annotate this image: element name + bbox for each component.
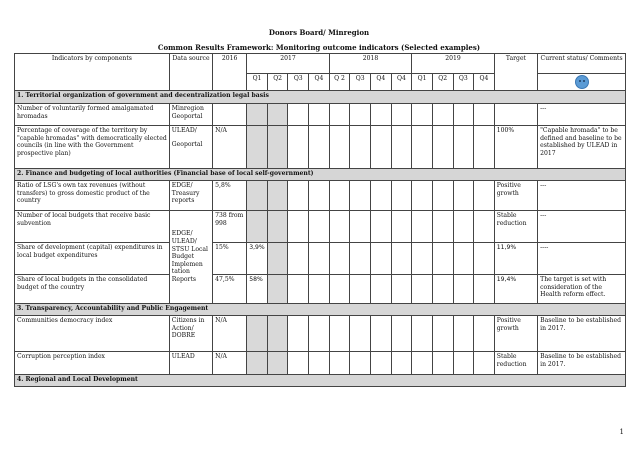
target-cell: Stable reduction bbox=[494, 211, 537, 243]
table-row bbox=[15, 126, 626, 169]
shared-source-cell: EDGE/ ULEAD/ STSU Local Budget Implemen tation Reports bbox=[169, 211, 212, 304]
source-cell: EDGE/ Treasury reports bbox=[169, 181, 212, 211]
source-line-2: Geoportal bbox=[171, 140, 203, 148]
indicator-cell: Percentage of coverage of the territory by "capable hromadas" with democratically elected councils (in line with the Government prospective plan) bbox=[15, 126, 170, 169]
target-cell: Stable reduction bbox=[494, 352, 537, 375]
target-cell: 100% bbox=[494, 126, 537, 169]
quarter-2018-2: Q3 bbox=[350, 74, 371, 91]
col-2018: 2018 bbox=[329, 54, 412, 74]
section-row-3 bbox=[15, 304, 626, 316]
section-row-1 bbox=[15, 91, 626, 104]
quarter-2019-1: Q1 bbox=[412, 74, 433, 91]
status-cell: --- bbox=[538, 104, 626, 126]
status-icon-cell bbox=[538, 74, 626, 91]
status-cell: Baseline to be established in 2017. bbox=[538, 316, 626, 352]
status-cell: ---- bbox=[538, 243, 626, 275]
section-title-2: 2. Finance and budgeting of local authorities (Financial base of local self-government) bbox=[15, 169, 626, 181]
col-2019: 2019 bbox=[412, 54, 495, 74]
indicator-cell: Communities democracy index bbox=[15, 316, 170, 352]
section-title-1: 1. Territorial organization of government and decentralization legal basis bbox=[15, 91, 626, 104]
source-cell: ULEAD bbox=[169, 352, 212, 375]
value-2016-cell: 47,5% bbox=[213, 275, 247, 304]
value-2016-cell: 15% bbox=[213, 243, 247, 275]
header-row bbox=[15, 54, 626, 74]
table-row bbox=[15, 243, 626, 275]
source-cell: Minregion Geoportal bbox=[169, 104, 212, 126]
quarter-2019-4: Q4 bbox=[474, 74, 495, 91]
section-row-4 bbox=[15, 375, 626, 387]
target-cell: Positive growth bbox=[494, 316, 537, 352]
q1-2017-cell: 3,9% bbox=[247, 243, 268, 275]
quarter-2017-3: Q3 bbox=[288, 74, 309, 91]
col-2016: 2016 bbox=[213, 54, 247, 91]
value-2016-cell: N/A bbox=[213, 316, 247, 352]
indicator-cell: Number of voluntarily formed amalgamated hromadas bbox=[15, 104, 170, 126]
target-cell bbox=[494, 104, 537, 126]
status-cell: The target is set with consideration of the Health reform effect. bbox=[538, 275, 626, 304]
indicator-cell: Ratio of LSG's own tax revenues (without transfers) to gross domestic product of the country bbox=[15, 181, 170, 211]
target-cell: Positive growth bbox=[494, 181, 537, 211]
table-row bbox=[15, 104, 626, 126]
indicator-cell: Share of local budgets in the consolidated budget of the country bbox=[15, 275, 170, 304]
col-status: Current status/ Comments bbox=[538, 54, 626, 74]
status-cell: Baseline to be established in 2017. bbox=[538, 352, 626, 375]
target-cell: 19,4% bbox=[494, 275, 537, 304]
page-number: 1 bbox=[619, 428, 624, 436]
section-title-3: 3. Transparency, Accountability and Public Engagement bbox=[15, 304, 626, 316]
quarter-2018-1: Q 2 bbox=[329, 74, 350, 91]
results-framework-table bbox=[14, 53, 626, 387]
section-title-4: 4. Regional and Local Development bbox=[15, 375, 626, 387]
quarter-2018-4: Q4 bbox=[391, 74, 412, 91]
quarter-2017-2: Q2 bbox=[267, 74, 288, 91]
value-2016-cell: 5,8% bbox=[213, 181, 247, 211]
table-row bbox=[15, 316, 626, 352]
quarter-2019-2: Q2 bbox=[432, 74, 453, 91]
q1-2017-cell: 58% bbox=[247, 275, 268, 304]
col-2017: 2017 bbox=[247, 54, 330, 74]
document-subtitle: Common Results Framework: Monitoring outcome indicators (Selected examples) bbox=[157, 43, 481, 52]
document-title: Donors Board/ Minregion bbox=[268, 28, 370, 37]
value-2016-cell: 738 from 998 bbox=[213, 211, 247, 243]
value-2016-cell bbox=[213, 104, 247, 126]
status-cell: "Capable hromada" to be defined and baseline to be established by ULEAD in 2017 bbox=[538, 126, 626, 169]
source-line-1: ULEAD/ bbox=[171, 127, 197, 134]
table-row bbox=[15, 211, 626, 243]
table-row bbox=[15, 275, 626, 304]
col-indicators: Indicators by components bbox=[15, 54, 170, 91]
quarter-2017-1: Q1 bbox=[247, 74, 268, 91]
smiley-face-icon bbox=[575, 75, 589, 89]
indicator-cell: Corruption perception index bbox=[15, 352, 170, 375]
target-cell: 11,9% bbox=[494, 243, 537, 275]
section-row-2 bbox=[15, 169, 626, 181]
col-target: Target bbox=[494, 54, 537, 91]
quarter-2019-3: Q3 bbox=[453, 74, 474, 91]
indicator-cell: Number of local budgets that receive basic subvention bbox=[15, 211, 170, 243]
table-row bbox=[15, 181, 626, 211]
value-2016-cell: N/A bbox=[213, 352, 247, 375]
indicator-cell: Share of development (capital) expenditures in local budget expenditures bbox=[15, 243, 170, 275]
col-data-source: Data source bbox=[169, 54, 212, 91]
quarter-2017-4: Q4 bbox=[309, 74, 330, 91]
value-2016-cell: N/A bbox=[213, 126, 247, 169]
table-row bbox=[15, 352, 626, 375]
status-cell: --- bbox=[538, 181, 626, 211]
source-cell bbox=[169, 126, 212, 169]
status-cell: --- bbox=[538, 211, 626, 243]
quarter-2018-3: Q4 bbox=[370, 74, 391, 91]
source-cell: Citizens in Action/ DOBRE bbox=[169, 316, 212, 352]
